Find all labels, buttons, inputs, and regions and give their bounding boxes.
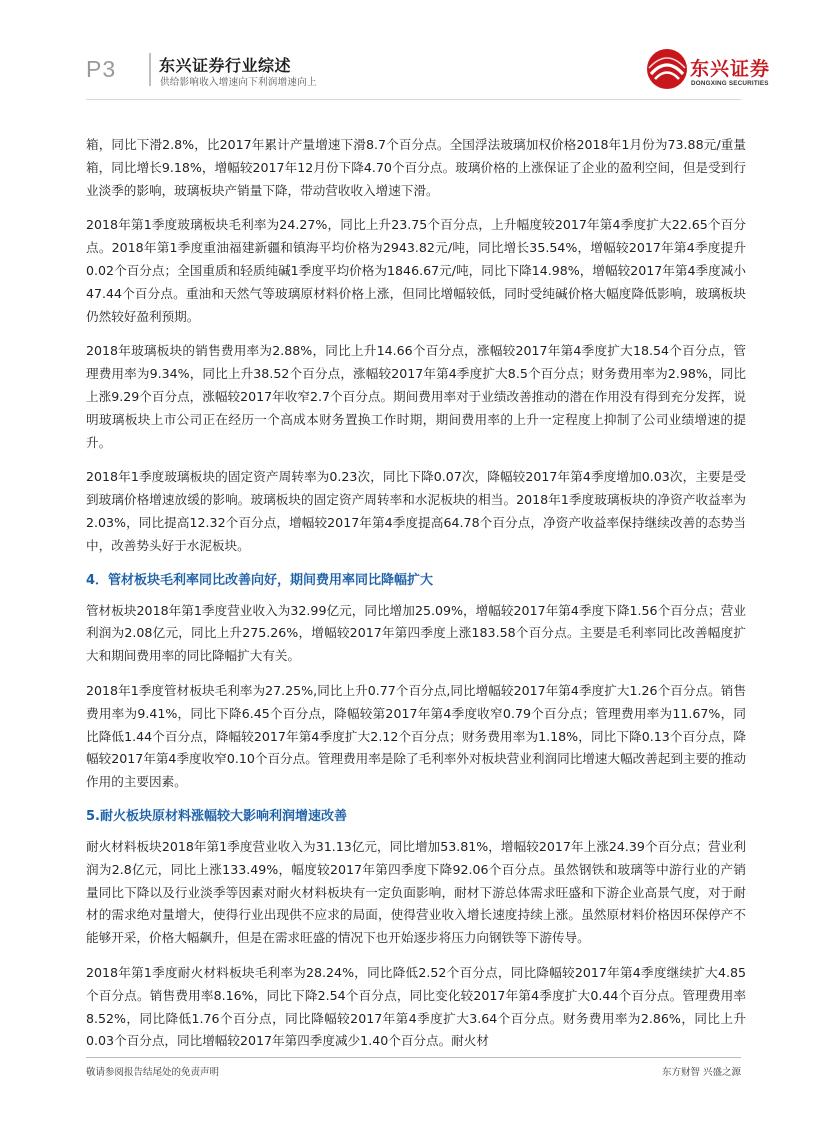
paragraph-refractory-revenue: 耐火材料板块2018年第1季度营业收入为31.13亿元，同比增加53.81%，增幅较2017年上涨24.39个百分点；营业利润为2.8亿元，同比上涨133.49%，幅度较2017年第四季度下降92.06个百分点。虽然钢铁和玻璃等中游行业的产销量同比下降以及行业淡季等因素对耐火材料板块有一定负面影响，耐材下游总体需求旺盛和下游企业高景气度，对于耐材的需求绝对量增大，使得行业出现供不应求的局面，使得营业收入增长速度持续上涨。虽然原材料价格因环保停产不能够开采，价格大幅飙升，但是在需求旺盛的情况下也开始逐步将压力向钢铁等下游传导。 xyxy=(86,838,746,946)
footer-rule xyxy=(86,1057,741,1058)
footer-slogan: 东方财智 兴盛之源 xyxy=(661,1067,741,1078)
report-subtitle: 供给影响收入增速向下利润增速向上 xyxy=(160,77,317,88)
report-title: 东兴证券行业综述 xyxy=(159,56,292,75)
logo-english-text: DONGXING SECURITIES xyxy=(691,80,769,87)
paragraph-glass-turnover: 2018年1季度玻璃板块的固定资产周转率为0.23次，同比下降0.07次，降幅较2017年第4季度增加0.03次，主要是受到玻璃价格增速放缓的影响。玻璃板块的固定资产周转率和水泥板块的相当。2018年1季度玻璃板块的净资产收益率为2.03%，同比提高12.32个百分点，增幅较2017年第4季度提高64.78个百分点，净资产收益率保持继续改善的态势当中，改善势头好于水泥板块。 xyxy=(86,469,746,553)
header-rule xyxy=(86,99,741,100)
paragraph-refractory-margin: 2018年第1季度耐火材料板块毛利率为28.24%，同比降低2.52个百分点，同比降幅较2017年第4季度继续扩大4.85个百分点。销售费用率8.16%，同比下降2.54个百分点，同比变化较2017年第4季度扩大0.44个百分点。管理费用率8.52%，同比降低1.76个百分点，同比降幅较2017年第4季度扩大3.64个百分点。财务费用率为2.86%，同比上升0.03个百分点，同比增幅较2017年第四季度减少1.40个百分点。耐火材 xyxy=(86,964,746,1049)
paragraph-pipe-margin: 2018年1季度管材板块毛利率为27.25%,同比上升0.77个百分点,同比增幅较2017年第4季度扩大1.26个百分点。销售费用率为9.41%，同比下降6.45个百分点，降幅较第2017年第4季度收窄0.79个百分点；管理费用率为11.67%，同比降低1.44个百分点，降幅较2017年第4季度扩大2.12个百分点；财务费用率为1.18%，同比下降0.13个百分点，降幅较2017年第4季度收窄0.10个百分点。管理费用率是除了毛利率外对板块营业利润同比增速大幅改善起到主要的推动作用的主要因素。 xyxy=(86,682,747,790)
header-divider xyxy=(149,53,151,86)
disclaimer-note: 敬请参阅报告结尾处的免责声明 xyxy=(86,1067,220,1078)
logo-text: 东兴证券 xyxy=(690,58,771,80)
paragraph-glass-margin: 2018年第1季度玻璃板块毛利率为24.27%，同比上升23.75个百分点，上升幅度较2017年第4季度扩大22.65个百分点。2018年第1季度重油福建新疆和镇海平均价格为2943.82元/吨，同比增长35.54%，增幅较2017年第4季度提升0.02个百分点；全国重质和轻质纯碱1季度平均价格为1846.67元/吨，同比下降14.98%，增幅较2017年第4季度减小47.44个百分点。重油和天然气等玻璃原材料价格上涨，但同比增幅较低，同时受纯碱价格大幅度降低影响，玻璃板块仍然较好盈利预期。 xyxy=(86,217,746,324)
paragraph-glass-expense: 2018年玻璃板块的销售费用率为2.88%，同比上升14.66个百分点，涨幅较2017年第4季度扩大18.54个百分点，管理费用率为9.34%，同比上升38.52个百分点，涨幅较2017年第4季度扩大8.5个百分点；财务费用率为2.98%，同比上涨9.29个百分点，涨幅较2017年收窄2.7个百分点。期间费用率对于业绩改善推动的潜在作用没有得到充分发挥，说明玻璃板块上市公司正在经历一个高成本财务置换工作时期，期间费用率的上升一定程度上抑制了公司业绩增速的提升。 xyxy=(86,343,746,450)
page-header xyxy=(0,0,827,100)
section-heading-pipe: 4．管材板块毛利率同比改善向好，期间费用率同比降幅扩大 xyxy=(86,572,434,588)
section-heading-refractory: 5.耐火板块原材料涨幅较大影响利润增速改善 xyxy=(86,808,347,824)
page-number: P3 xyxy=(86,56,117,82)
paragraph-glass-price: 箱，同比下滑2.8%，比2017年累计产量增速下滑8.7个百分点。全国浮法玻璃加权价格2018年1月份为73.88元/重量箱，同比增长9.18%，增幅较2017年12月份下降4.70个百分点。玻璃价格的上涨保证了企业的盈利空间，但是受到行业淡季的影响，玻璃板块产销量下降，带动营收收入增速下滑。 xyxy=(86,137,746,198)
paragraph-pipe-revenue: 管材板块2018年第1季度营业收入为32.99亿元，同比增加25.09%，增幅较2017年第4季度下降1.56个百分点；营业利润为2.08亿元，同比上升275.26%，增幅较2017年第四季度上涨183.58个百分点。主要是毛利率同比改善幅度扩大和期间费用率的同比降幅扩大有关。 xyxy=(86,602,746,664)
report-body xyxy=(86,134,746,1065)
